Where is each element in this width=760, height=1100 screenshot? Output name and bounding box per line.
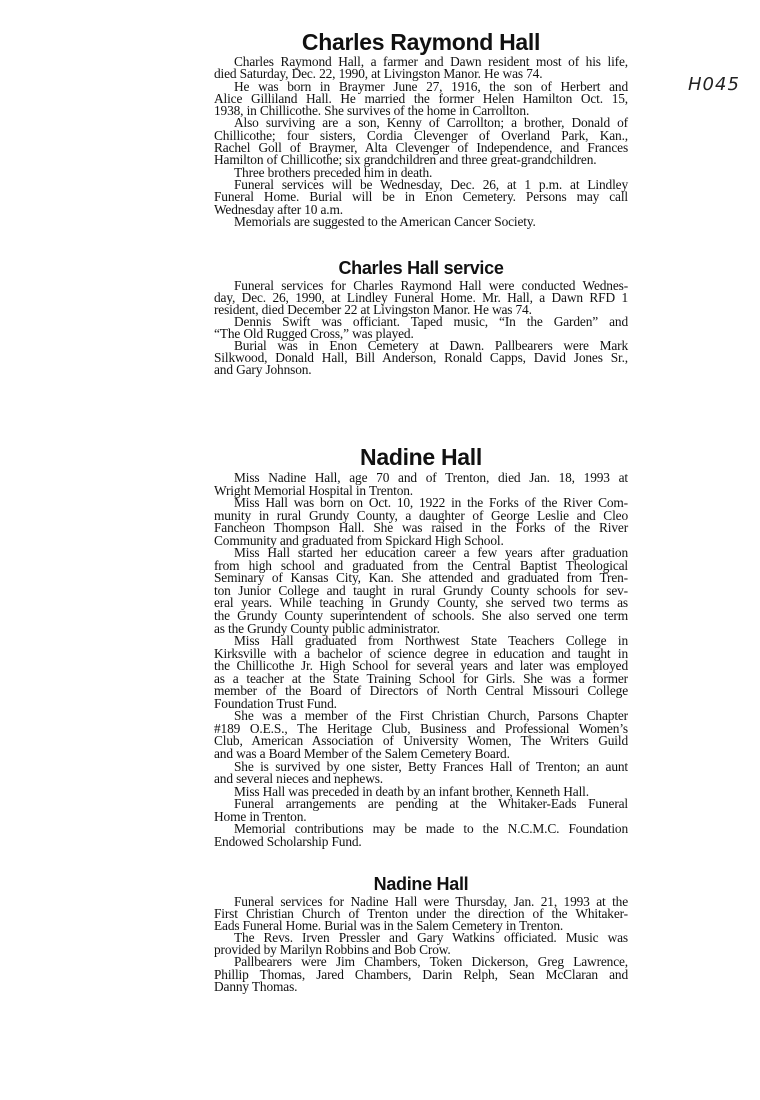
article-title: Charles Raymond Hall <box>301 29 541 55</box>
paragraph <box>214 798 628 823</box>
service-notice-charles-hall <box>214 256 628 376</box>
text-line: Endowed Scholarship Fund. <box>214 833 362 849</box>
text-line: Miss Hall was preceded in death by an infant brother, Kenneth Hall. <box>234 783 589 799</box>
text-line: Funeral Home. Burial will be in Enon Cemetery. Persons may call <box>214 189 628 205</box>
text-line: day, Dec. 26, 1990, at Lindley Funeral Home. Mr. Hall, a Dawn RFD 1 <box>214 290 628 305</box>
text-line: Kirksville with a bachelor of science degree in education and taught in <box>214 645 628 661</box>
text-line: Wright Memorial Hospital in Trenton. <box>214 482 414 498</box>
text-line: Foundation Trust Fund. <box>214 695 337 711</box>
paragraph <box>214 710 628 760</box>
text-line: Funeral services will be Wednesday, Dec. 26, at 1 p.m. at Lindley <box>234 176 628 192</box>
obituary-charles-raymond-hall <box>214 28 628 228</box>
text-line: Dennis Swift was officiant. Taped music, “In the Garden” and <box>234 314 628 329</box>
text-line: Miss Hall graduated from Northwest State Teachers College in <box>234 633 628 649</box>
paragraph <box>214 117 628 166</box>
text-line: Seminary of Kansas City, Kan. She attended and graduated from Tren- <box>214 570 628 586</box>
text-line: Phillip Thomas, Jared Chambers, Darin Relph, Sean McClaran and <box>214 966 628 982</box>
paragraph <box>214 823 628 848</box>
text-line: Community and graduated from Spickard High School. <box>214 532 504 548</box>
text-line: Hamilton of Chillicothe; six grandchildren and three great-grandchildren. <box>214 152 597 168</box>
text-line: Funeral arrangements are pending at the Whitaker-Eads Funeral <box>234 796 628 812</box>
text-line: Danny Thomas. <box>214 978 298 994</box>
paragraph <box>214 896 628 932</box>
text-line: Miss Nadine Hall, age 70 and of Trenton, died Jan. 18, 1993 at <box>234 470 628 485</box>
text-line: Home in Trenton. <box>214 808 307 824</box>
obituary-nadine-hall <box>214 443 628 848</box>
text-line: Charles Raymond Hall, a farmer and Dawn resident most of his life, <box>234 54 628 69</box>
text-line: Three brothers preceded him in death. <box>234 164 433 180</box>
text-line: and was a Board Member of the Salem Cemetery Board. <box>214 746 510 762</box>
text-line: He was born in Braymer June 27, 1916, the son of Herbert and <box>234 78 628 94</box>
text-line: Fancheon Thompson Hall. She was raised in the Forks of the River <box>214 520 628 536</box>
text-line: Eads Funeral Home. Burial was in the Salem Cemetery in Trenton. <box>214 918 564 934</box>
paragraph <box>214 472 628 497</box>
text-line: as the Grundy County public administrator. <box>214 620 440 636</box>
text-line: munity in rural Grundy County, a daughter of George Leslie and Cleo <box>214 507 628 523</box>
text-line: Alice Gilliland Hall. He married the former Helen Hamilton Oct. 15, <box>214 90 628 106</box>
text-line: #189 O.E.S., The Heritage Club, Business and Professional Women’s <box>214 720 628 736</box>
text-line: The Revs. Irven Pressler and Gary Watkins officiated. Music was <box>234 930 628 946</box>
text-line: from high school and graduated from the Central Baptist Theological <box>214 557 628 573</box>
handwritten-note: H045 <box>688 74 740 95</box>
paragraph <box>214 340 628 376</box>
text-line: provided by Marilyn Robbins and Bob Crow. <box>214 942 451 958</box>
paragraph <box>214 56 628 81</box>
paragraph <box>214 547 628 635</box>
paragraph <box>214 758 628 787</box>
text-line: Memorial contributions may be made to the N.C.M.C. Foundation <box>234 821 628 837</box>
text-line: as a teacher at the State Training School for Girls. She was a former <box>214 670 628 686</box>
text-line: Miss Hall was born on Oct. 10, 1922 in the Forks of the River Com- <box>234 495 628 511</box>
text-line: “The Old Rugged Cross,” was played. <box>214 326 414 341</box>
paragraph <box>214 78 628 119</box>
paragraph <box>214 316 628 340</box>
paragraph <box>214 635 628 710</box>
text-line: First Christian Church of Trenton under the direction of the Whitaker- <box>214 906 628 922</box>
paragraph <box>214 176 628 217</box>
text-line: She is survived by one sister, Betty Frances Hall of Trenton; an aunt <box>234 758 628 774</box>
text-line: and several nieces and nephews. <box>214 771 383 787</box>
text-line: Funeral services for Nadine Hall were Thursday, Jan. 21, 1993 at the <box>234 894 628 909</box>
paragraph <box>214 280 628 316</box>
article-title: Charles Hall service <box>338 258 504 278</box>
text-line: died Saturday, Dec. 22, 1990, at Livingston Manor. He was 74. <box>214 66 543 82</box>
text-line: member of the Board of Directors of North Central Missouri College <box>214 683 628 699</box>
paragraph <box>214 497 628 547</box>
paragraph <box>214 932 628 956</box>
text-line: resident, died December 22 at Livingston Manor. He was 74. <box>214 302 532 317</box>
text-line: eral years. While teaching in Grundy County, she served two terms as <box>214 595 628 611</box>
text-line: Funeral services for Charles Raymond Hall were conducted Wednes- <box>234 278 628 293</box>
text-line: Miss Hall started her education career a few years after graduation <box>234 545 628 561</box>
text-line: ton Junior College and taught in rural Grundy County schools for sev- <box>214 582 628 598</box>
text-line: Chillicothe; four sisters, Cordia Clevenger of Overland Park, Kan., <box>214 127 628 143</box>
paragraph <box>214 956 628 992</box>
text-line: 1938, in Chillicothe. She survives of the home in Carrollton. <box>214 103 530 119</box>
text-line: Memorials are suggested to the American Cancer Society. <box>234 213 536 229</box>
article-title: Nadine Hall <box>373 874 469 894</box>
text-line: the Chillicothe Jr. High School for several years and later was employed <box>214 658 628 674</box>
paragraph <box>214 213 628 229</box>
text-line: the Grundy County superintendent of schools. She also served one term <box>214 608 628 624</box>
service-notice-nadine-hall <box>214 872 628 993</box>
text-line: Pallbearers were Jim Chambers, Token Dickerson, Greg Lawrence, <box>234 954 628 970</box>
text-line: and Gary Johnson. <box>214 362 312 377</box>
article-title: Nadine Hall <box>360 444 482 470</box>
text-line: Silkwood, Donald Hall, Bill Anderson, Ronald Capps, David Jones Sr., <box>214 350 628 365</box>
text-line: Club, American Association of University Women, The Writers Guild <box>214 733 628 749</box>
text-line: Also surviving are a son, Kenny of Carrollton; a brother, Donald of <box>234 115 628 131</box>
text-line: Wednesday after 10 a.m. <box>214 201 343 217</box>
text-line: She was a member of the First Christian Church, Parsons Chapter <box>234 708 628 724</box>
text-line: Burial was in Enon Cemetery at Dawn. Pallbearers were Mark <box>234 338 628 353</box>
text-line: Rachel Goll of Braymer, Alta Clevenger of Independence, and Frances <box>214 140 628 156</box>
